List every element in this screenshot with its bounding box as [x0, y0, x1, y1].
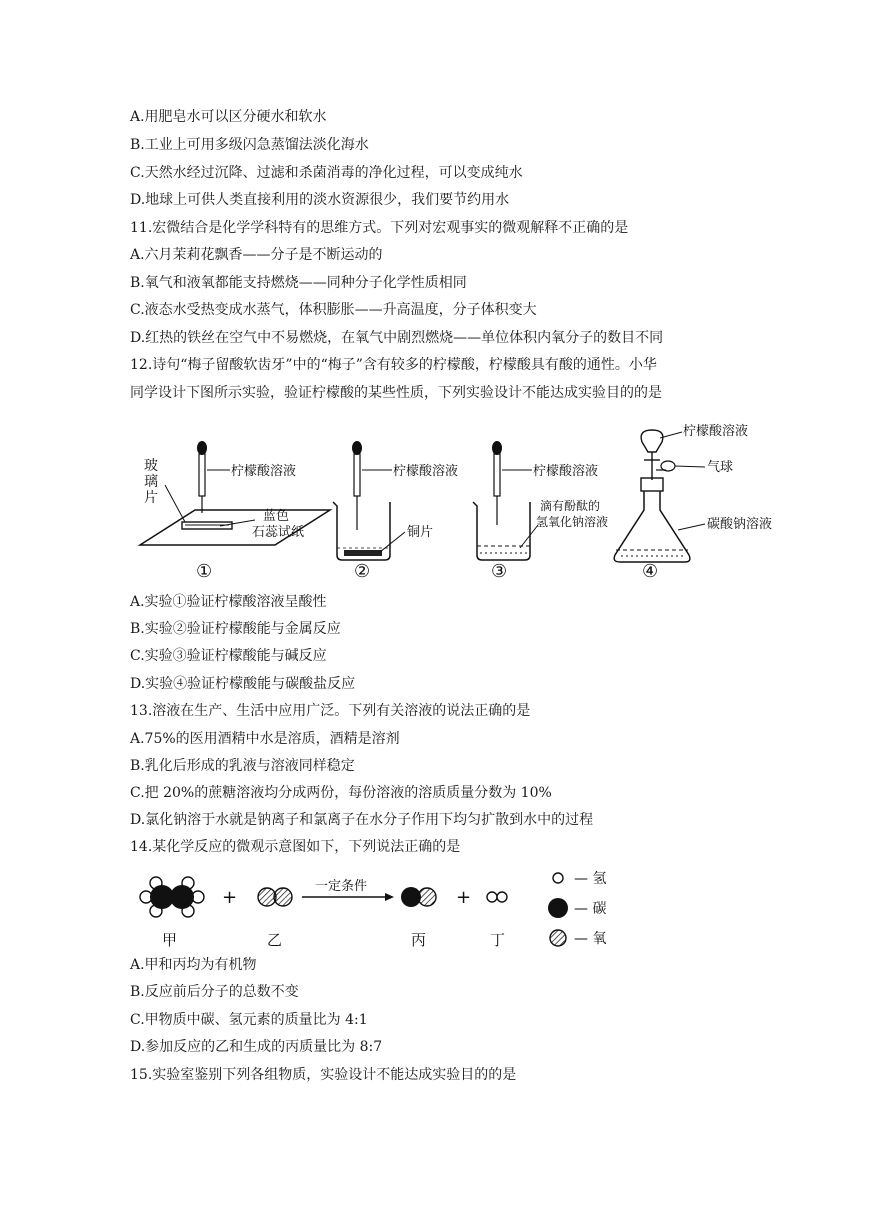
naoh-label-1: 滴有酚酞的: [540, 499, 601, 513]
glass-label-1: 玻: [144, 458, 158, 474]
litmus-label-1: 蓝色: [263, 509, 290, 524]
experiment-3-dropper: [492, 441, 532, 525]
q12-stem-line1: 12.诗句“梅子留酸软齿牙”中的“梅子”含有较多的柠檬酸，柠檬酸具有酸的通性。小华: [130, 357, 657, 373]
q11-option-c: C.液态水受热变成水蒸气，体积膨胀——升高温度，分子体积变大: [130, 302, 537, 318]
q13-option-a: A.75%的医用酒精中水是溶质，酒精是溶剂: [130, 731, 400, 747]
q12-experiment-figure: [130, 410, 790, 585]
glass-label-2: 璃: [144, 474, 158, 490]
plus-sign-2: +: [456, 887, 472, 908]
experiment-number-3: ③: [491, 561, 508, 582]
reagent-label-1: 柠檬酸溶液: [231, 464, 297, 479]
experiment-number-1: ①: [196, 561, 213, 582]
q10-option-d: D.地球上可供人类直接利用的淡水资源很少，我们要节约用水: [130, 192, 510, 208]
q13-option-d: D.氯化钠溶于水就是钠离子和氯离子在水分子作用下均匀扩散到水中的过程: [130, 812, 594, 828]
q10-option-b: B.工业上可用多级闪急蒸馏法淡化海水: [130, 137, 369, 153]
legend-oxygen: — 氧: [574, 931, 607, 947]
copper-label: 铜片: [407, 525, 434, 540]
q14-option-d: D.参加反应的乙和生成的丙质量比为 8:7: [130, 1039, 383, 1055]
experiment-number-2: ②: [354, 561, 371, 582]
q12-option-c: C.实验③验证柠檬酸能与碱反应: [130, 648, 327, 664]
q14-option-b: B.反应前后分子的总数不变: [130, 984, 299, 1000]
q10-option-c: C.天然水经过沉降、过滤和杀菌消毒的净化过程，可以变成纯水: [130, 165, 523, 181]
balloon-label: 气球: [707, 460, 734, 475]
q12-option-b: B.实验②验证柠檬酸能与金属反应: [130, 621, 341, 637]
q11-option-d: D.红热的铁丝在空气中不易燃烧，在氧气中剧烈燃烧——单位体积内氧分子的数目不同: [130, 330, 664, 346]
q14-option-a: A.甲和丙均为有机物: [130, 957, 257, 973]
reagent-label-4: 柠檬酸溶液: [683, 424, 749, 439]
molecule-jia: [140, 877, 204, 917]
carbonate-label: 碳酸钠溶液: [707, 517, 773, 532]
q14-reaction-figure: [130, 860, 640, 955]
q11-stem: 11.宏微结合是化学学科特有的思维方式。下列对宏观事实的微观解释不正确的是: [130, 220, 629, 236]
q10-option-a: A.用肥皂水可以区分硬水和软水: [130, 109, 327, 125]
reaction-condition: 一定条件: [315, 879, 368, 894]
reagent-label-3: 柠檬酸溶液: [533, 464, 599, 479]
label-ding: 丁: [490, 931, 506, 949]
experiment-4-flask: [614, 430, 690, 562]
legend-hydrogen: — 氢: [574, 871, 607, 887]
reaction-arrow: [302, 893, 394, 901]
label-jia: 甲: [162, 931, 178, 949]
legend-carbon: — 碳: [574, 901, 607, 917]
naoh-label-2: 氢氧化钠溶液: [536, 515, 609, 529]
experiment-1-dropper: [197, 441, 230, 513]
q12-stem-line2: 同学设计下图所示实验，验证柠檬酸的某些性质，下列实验设计不能达成实验目的的是: [130, 385, 662, 401]
q12-option-d: D.实验④验证柠檬酸能与碳酸盐反应: [130, 676, 356, 692]
q13-stem: 13.溶液在生产、生活中应用广泛。下列有关溶液的说法正确的是: [130, 703, 531, 719]
molecule-yi: [258, 888, 292, 906]
label-yi: 乙: [267, 931, 283, 949]
experiment-3-beaker: [473, 502, 530, 560]
reagent-label-2: 柠檬酸溶液: [393, 464, 459, 479]
q13-option-c: C.把 20%的蔗糖溶液均分成两份，每份溶液的溶质质量分数为 10%: [130, 785, 552, 801]
q14-stem: 14.某化学反应的微观示意图如下，下列说法正确的是: [130, 839, 461, 855]
q11-option-b: B.氧气和液氧都能支持燃烧——同种分子化学性质相同: [130, 275, 467, 291]
molecule-ding: [487, 892, 507, 902]
atom-legend: [548, 873, 568, 946]
experiment-number-4: ④: [642, 561, 659, 582]
plus-sign-1: +: [222, 887, 238, 908]
molecule-bing: [401, 887, 436, 907]
q15-stem: 15.实验室鉴别下列各组物质，实验设计不能达成实验目的的是: [130, 1067, 517, 1083]
experiment-2-dropper: [352, 441, 392, 530]
q12-option-a: A.实验①验证柠檬酸溶液呈酸性: [130, 594, 327, 610]
q14-option-c: C.甲物质中碳、氢元素的质量比为 4:1: [130, 1012, 368, 1028]
label-bing: 丙: [411, 931, 427, 949]
glass-label-3: 片: [144, 490, 158, 506]
litmus-label-2: 石蕊试纸: [252, 525, 305, 540]
q13-option-b: B.乳化后形成的乳液与溶液同样稳定: [130, 758, 355, 774]
q11-option-a: A.六月茉莉花飘香——分子是不断运动的: [130, 247, 383, 263]
